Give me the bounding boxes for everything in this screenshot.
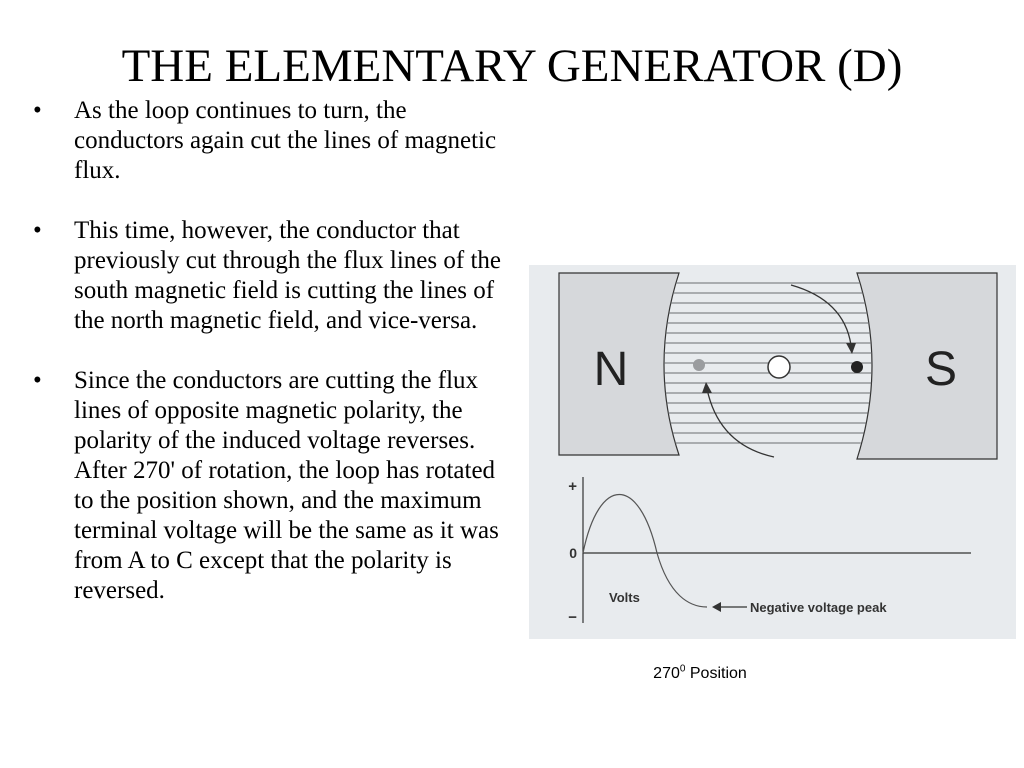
peak-label: Negative voltage peak — [750, 600, 887, 615]
generator-figure — [529, 265, 1016, 639]
rotor-shaft — [768, 356, 790, 378]
bullet-icon: • — [33, 217, 42, 244]
bullet-text: This time, however, the conductor that previously cut through the flux lines of the south magnetic field is cutting the lines of the north magnetic field, and vice-versa. — [74, 217, 502, 334]
bullet-item — [30, 366, 510, 606]
minus-label: − — [568, 609, 577, 626]
right-conductor — [851, 361, 863, 373]
bullet-item — [30, 216, 510, 336]
north-pole-label: N — [593, 343, 629, 396]
arrowhead-icon — [702, 382, 712, 393]
bullet-icon: • — [33, 367, 42, 394]
voltage-waveform — [583, 495, 707, 608]
south-pole-label: S — [924, 343, 958, 396]
plus-label: + — [568, 478, 577, 495]
volts-label: Volts — [609, 590, 640, 605]
bullet-text: As the loop continues to turn, the conductors again cut the lines of magnetic flux. — [74, 97, 497, 184]
caption-text: Position — [685, 665, 747, 682]
arrowhead-icon — [712, 602, 721, 612]
left-conductor — [693, 359, 705, 371]
slide-title: THE ELEMENTARY GENERATOR (D) — [121, 40, 903, 92]
generator-diagram — [529, 265, 1016, 639]
bullet-item — [30, 96, 510, 186]
rotation-arrow-top — [791, 285, 851, 345]
caption-superscript: 0 — [679, 663, 686, 675]
bullet-icon: • — [33, 97, 42, 124]
bullet-text: Since the conductors are cutting the flux lines of opposite magnetic polarity, the polarity of the induced voltage reverses. After 270' of rotation, the loop has rotated to the position shown, and the maximum terminal voltage will be the same as it was from A to C except that the polarity is reversed. — [74, 367, 499, 604]
figure-caption — [600, 663, 800, 685]
bullet-list — [30, 96, 510, 636]
zero-label: 0 — [569, 545, 577, 561]
arrowhead-icon — [846, 343, 856, 354]
caption-number: 270 — [653, 665, 680, 682]
